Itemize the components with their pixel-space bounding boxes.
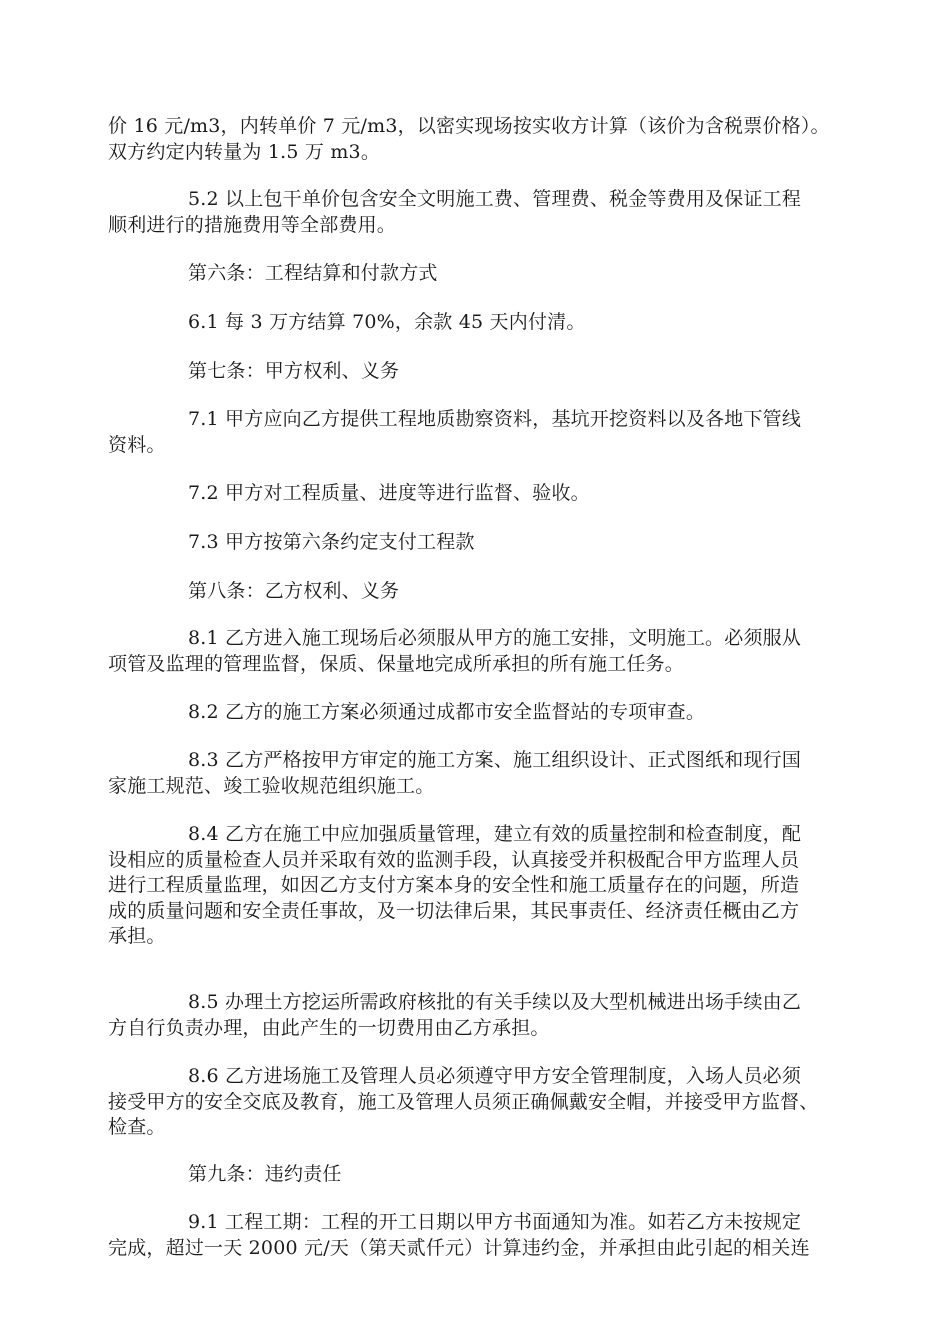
text-line: 8.6 乙方进场施工及管理人员必须遵守甲方安全管理制度，入场人员必须	[188, 1065, 802, 1087]
paragraph	[108, 114, 852, 165]
text-line: 第八条：乙方权利、义务	[188, 580, 400, 602]
text-line: 7.1 甲方应向乙方提供工程地质勘察资料，基坑开挖资料以及各地下管线	[188, 408, 802, 430]
paragraph	[108, 261, 852, 287]
paragraph	[108, 310, 852, 336]
text-line: 成的质量问题和安全责任事故，及一切法律后果，其民事责任、经济责任概由乙方	[108, 899, 800, 922]
paragraph	[108, 1210, 852, 1261]
text-line: 9.1 工程工期：工程的开工日期以甲方书面通知为准。如若乙方未按规定	[188, 1211, 802, 1233]
text-line: 7.3 甲方按第六条约定支付工程款	[188, 531, 475, 553]
paragraph	[108, 407, 852, 458]
paragraph	[108, 700, 852, 726]
paragraph	[108, 359, 852, 385]
text-line: 7.2 甲方对工程质量、进度等进行监督、验收。	[188, 482, 590, 504]
text-line: 价 16 元/m3，内转单价 7 元/m3，以密实现场按实收方计算（该价为含税票价格）。	[108, 115, 830, 137]
text-line: 承担。	[108, 925, 166, 947]
text-line: 第九条：违约责任	[188, 1163, 342, 1185]
text-line: 8.5 办理土方挖运所需政府核批的有关手续以及大型机械进出场手续由乙	[188, 991, 802, 1013]
paragraph	[108, 1162, 852, 1188]
paragraph	[108, 990, 852, 1041]
text-line: 双方约定内转量为 1.5 万 m3。	[108, 140, 381, 163]
paragraph	[108, 748, 852, 799]
text-line: 第六条：工程结算和付款方式	[188, 262, 438, 284]
text-line: 进行工程质量监理，如因乙方支付方案本身的安全性和施工质量存在的问题，所造	[108, 874, 800, 896]
text-line: 8.3 乙方严格按甲方审定的施工方案、施工组织设计、正式图纸和现行国	[188, 749, 802, 771]
text-line: 接受甲方的安全交底及教育，施工及管理人员须正确佩戴安全帽，并接受甲方监督、	[108, 1090, 819, 1113]
text-line: 第七条：甲方权利、义务	[188, 360, 400, 382]
text-line: 8.1 乙方进入施工现场后必须服从甲方的施工安排，文明施工。必须服从	[188, 627, 802, 649]
paragraph	[108, 626, 852, 677]
text-line: 6.1 每 3 万方结算 70%，余款 45 天内付清。	[188, 311, 586, 333]
text-line: 检查。	[108, 1116, 166, 1138]
paragraph	[108, 579, 852, 605]
text-line: 家施工规范、竣工验收规范组织施工。	[108, 774, 435, 797]
text-line: 设相应的质量检查人员并采取有效的监测手段，认真接受并积极配合甲方监理人员	[108, 848, 800, 871]
text-line: 8.4 乙方在施工中应加强质量管理，建立有效的质量控制和检查制度，配	[188, 823, 802, 845]
paragraph	[108, 1064, 852, 1141]
text-line: 顺利进行的措施费用等全部费用。	[108, 213, 397, 236]
text-line: 方自行负责办理，由此产生的一切费用由乙方承担。	[108, 1016, 550, 1039]
paragraph	[108, 187, 852, 238]
text-line: 5.2 以上包干单价包含安全文明施工费、管理费、税金等费用及保证工程	[188, 188, 802, 210]
text-line: 完成，超过一天 2000 元/天（第天贰仟元）计算违约金，并承担由此引起的相关连	[108, 1236, 810, 1259]
text-line: 资料。	[108, 433, 166, 456]
text-line: 8.2 乙方的施工方案必须通过成都市安全监督站的专项审查。	[188, 701, 706, 723]
paragraph	[108, 530, 852, 556]
paragraph	[108, 481, 852, 507]
paragraph	[108, 822, 852, 950]
text-line: 项管及监理的管理监督，保质、保量地完成所承担的所有施工任务。	[108, 652, 685, 675]
